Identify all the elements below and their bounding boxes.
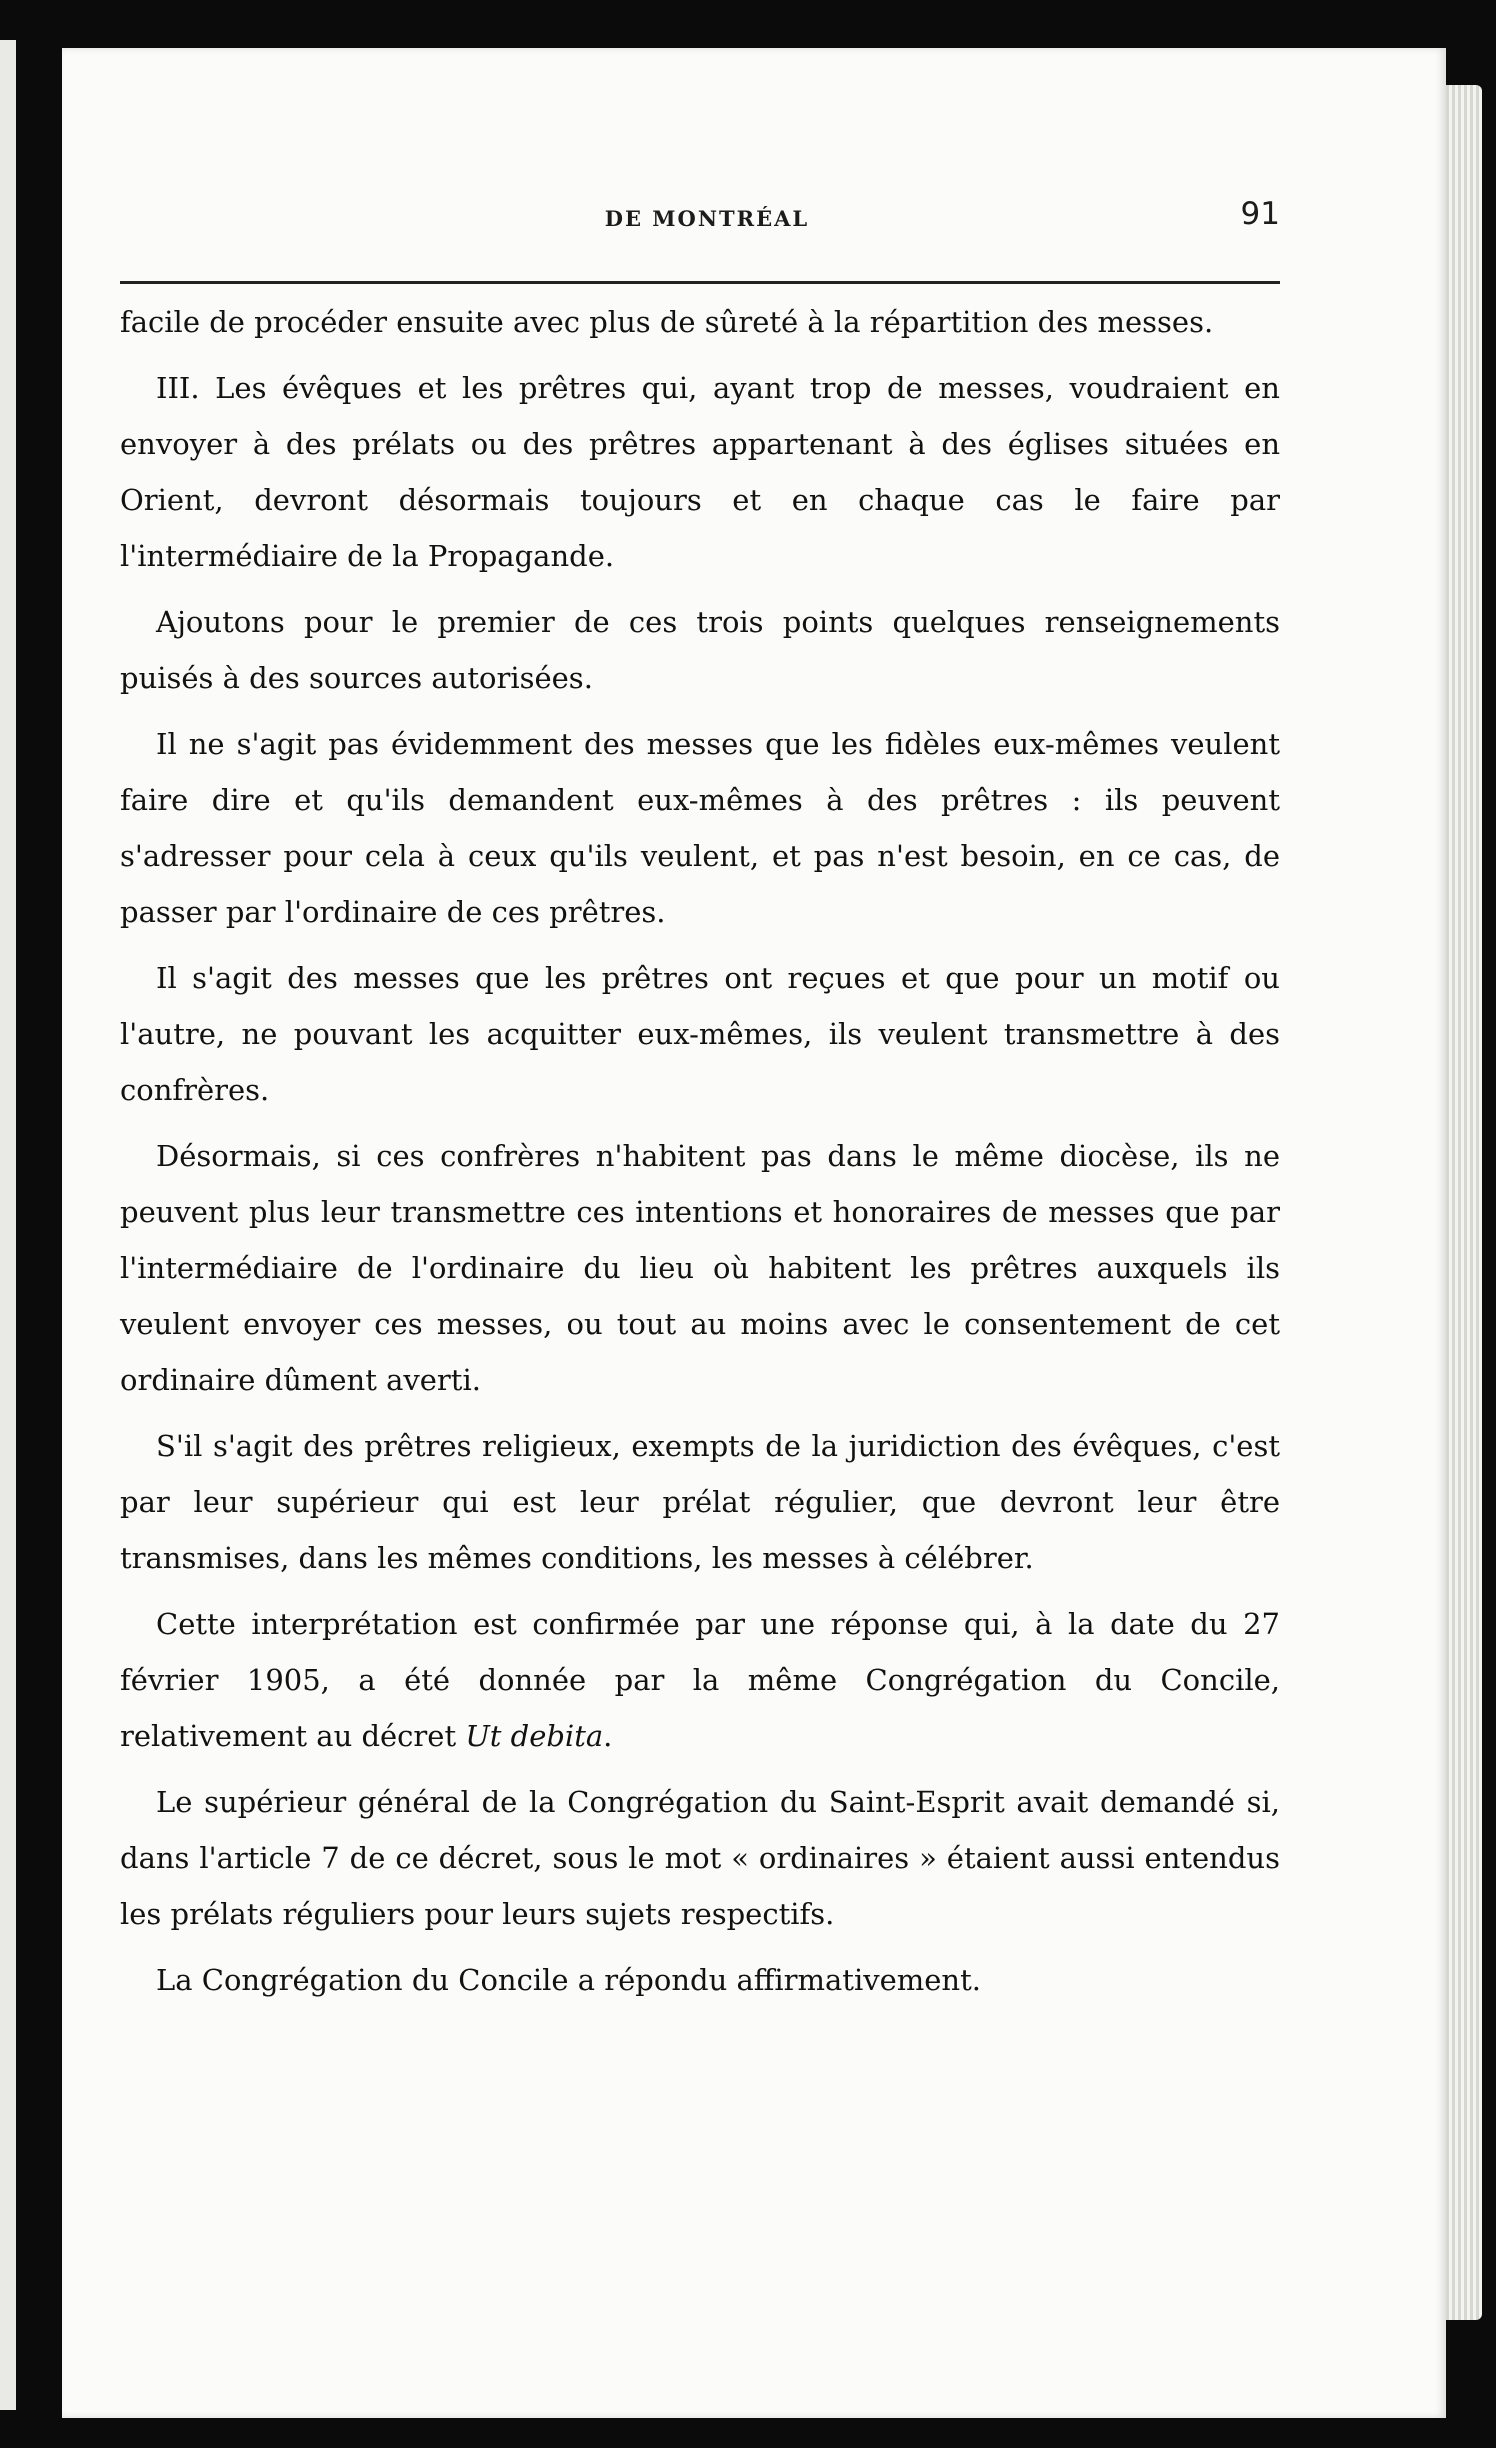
body-text — [120, 294, 1280, 2018]
decree-title: Ut debita — [465, 1719, 604, 1753]
page-number: 91 — [1240, 196, 1280, 232]
paragraph: Il ne s'agit pas évidemment des messes que les fidèles eux-mêmes veulent faire dire et qu'ils demandent eux-mêmes à des prêtres : ils peuvent s'adresser pour cela à ceux qu'ils veulent, et pas n'est besoin, en ce cas, de passer par l'ordinaire de ces prêtres. — [120, 727, 1280, 929]
paragraph — [120, 1596, 1280, 1764]
paragraph: Il s'agit des messes que les prêtres ont reçues et que pour un motif ou l'autre, ne pouvant les acquitter eux-mêmes, ils veulent transmettre à des confrères. — [120, 961, 1280, 1107]
running-title: DE MONTRÉAL — [604, 206, 810, 231]
header-rule — [120, 281, 1280, 284]
paragraph: Désormais, si ces confrères n'habitent pas dans le même diocèse, ils ne peuvent plus leur transmettre ces intentions et honoraires de messes que par l'intermédiaire de l'ordinaire du lieu où habitent les prêtres auxquels ils veulent envoyer ces messes, ou tout au moins avec le consentement de cet ordinaire dûment averti. — [120, 1139, 1280, 1397]
paragraph-text: . — [603, 1719, 613, 1753]
paragraph: S'il s'agit des prêtres religieux, exempts de la juridiction des évêques, c'est par leur supérieur qui est leur prélat régulier, que devront leur être transmises, dans les mêmes conditions, les messes à célébrer. — [120, 1429, 1280, 1575]
paragraph: Ajoutons pour le premier de ces trois points quelques renseignements puisés à des sources autorisées. — [120, 605, 1280, 695]
paragraph-text: Cette interprétation est confirmée par une réponse qui, à la date du 27 février 1905, a été donnée par la même Congrégation du Concile, relativement au décret — [120, 1607, 1280, 1753]
paragraph: La Congrégation du Concile a répondu affirmativement. — [156, 1963, 981, 1997]
paragraph: Le supérieur général de la Congrégation du Saint-Esprit avait demandé si, dans l'article 7 de ce décret, sous le mot « ordinaires » étaient aussi entendus les prélats réguliers pour leurs sujets respectifs. — [120, 1785, 1280, 1931]
page-edges — [1440, 85, 1482, 2320]
facing-page-edge — [0, 40, 16, 2410]
book-page — [62, 48, 1446, 2418]
paragraph-item-iii: III. Les évêques et les prêtres qui, ayant trop de messes, voudraient en envoyer à des prélats ou des prêtres appartenant à des églises situées en Orient, devront désormais toujours et en chaque cas le faire par l'intermédiaire de la Propagande. — [120, 371, 1280, 573]
paragraph-continuation: facile de procéder ensuite avec plus de sûreté à la répartition des messes. — [120, 305, 1214, 339]
